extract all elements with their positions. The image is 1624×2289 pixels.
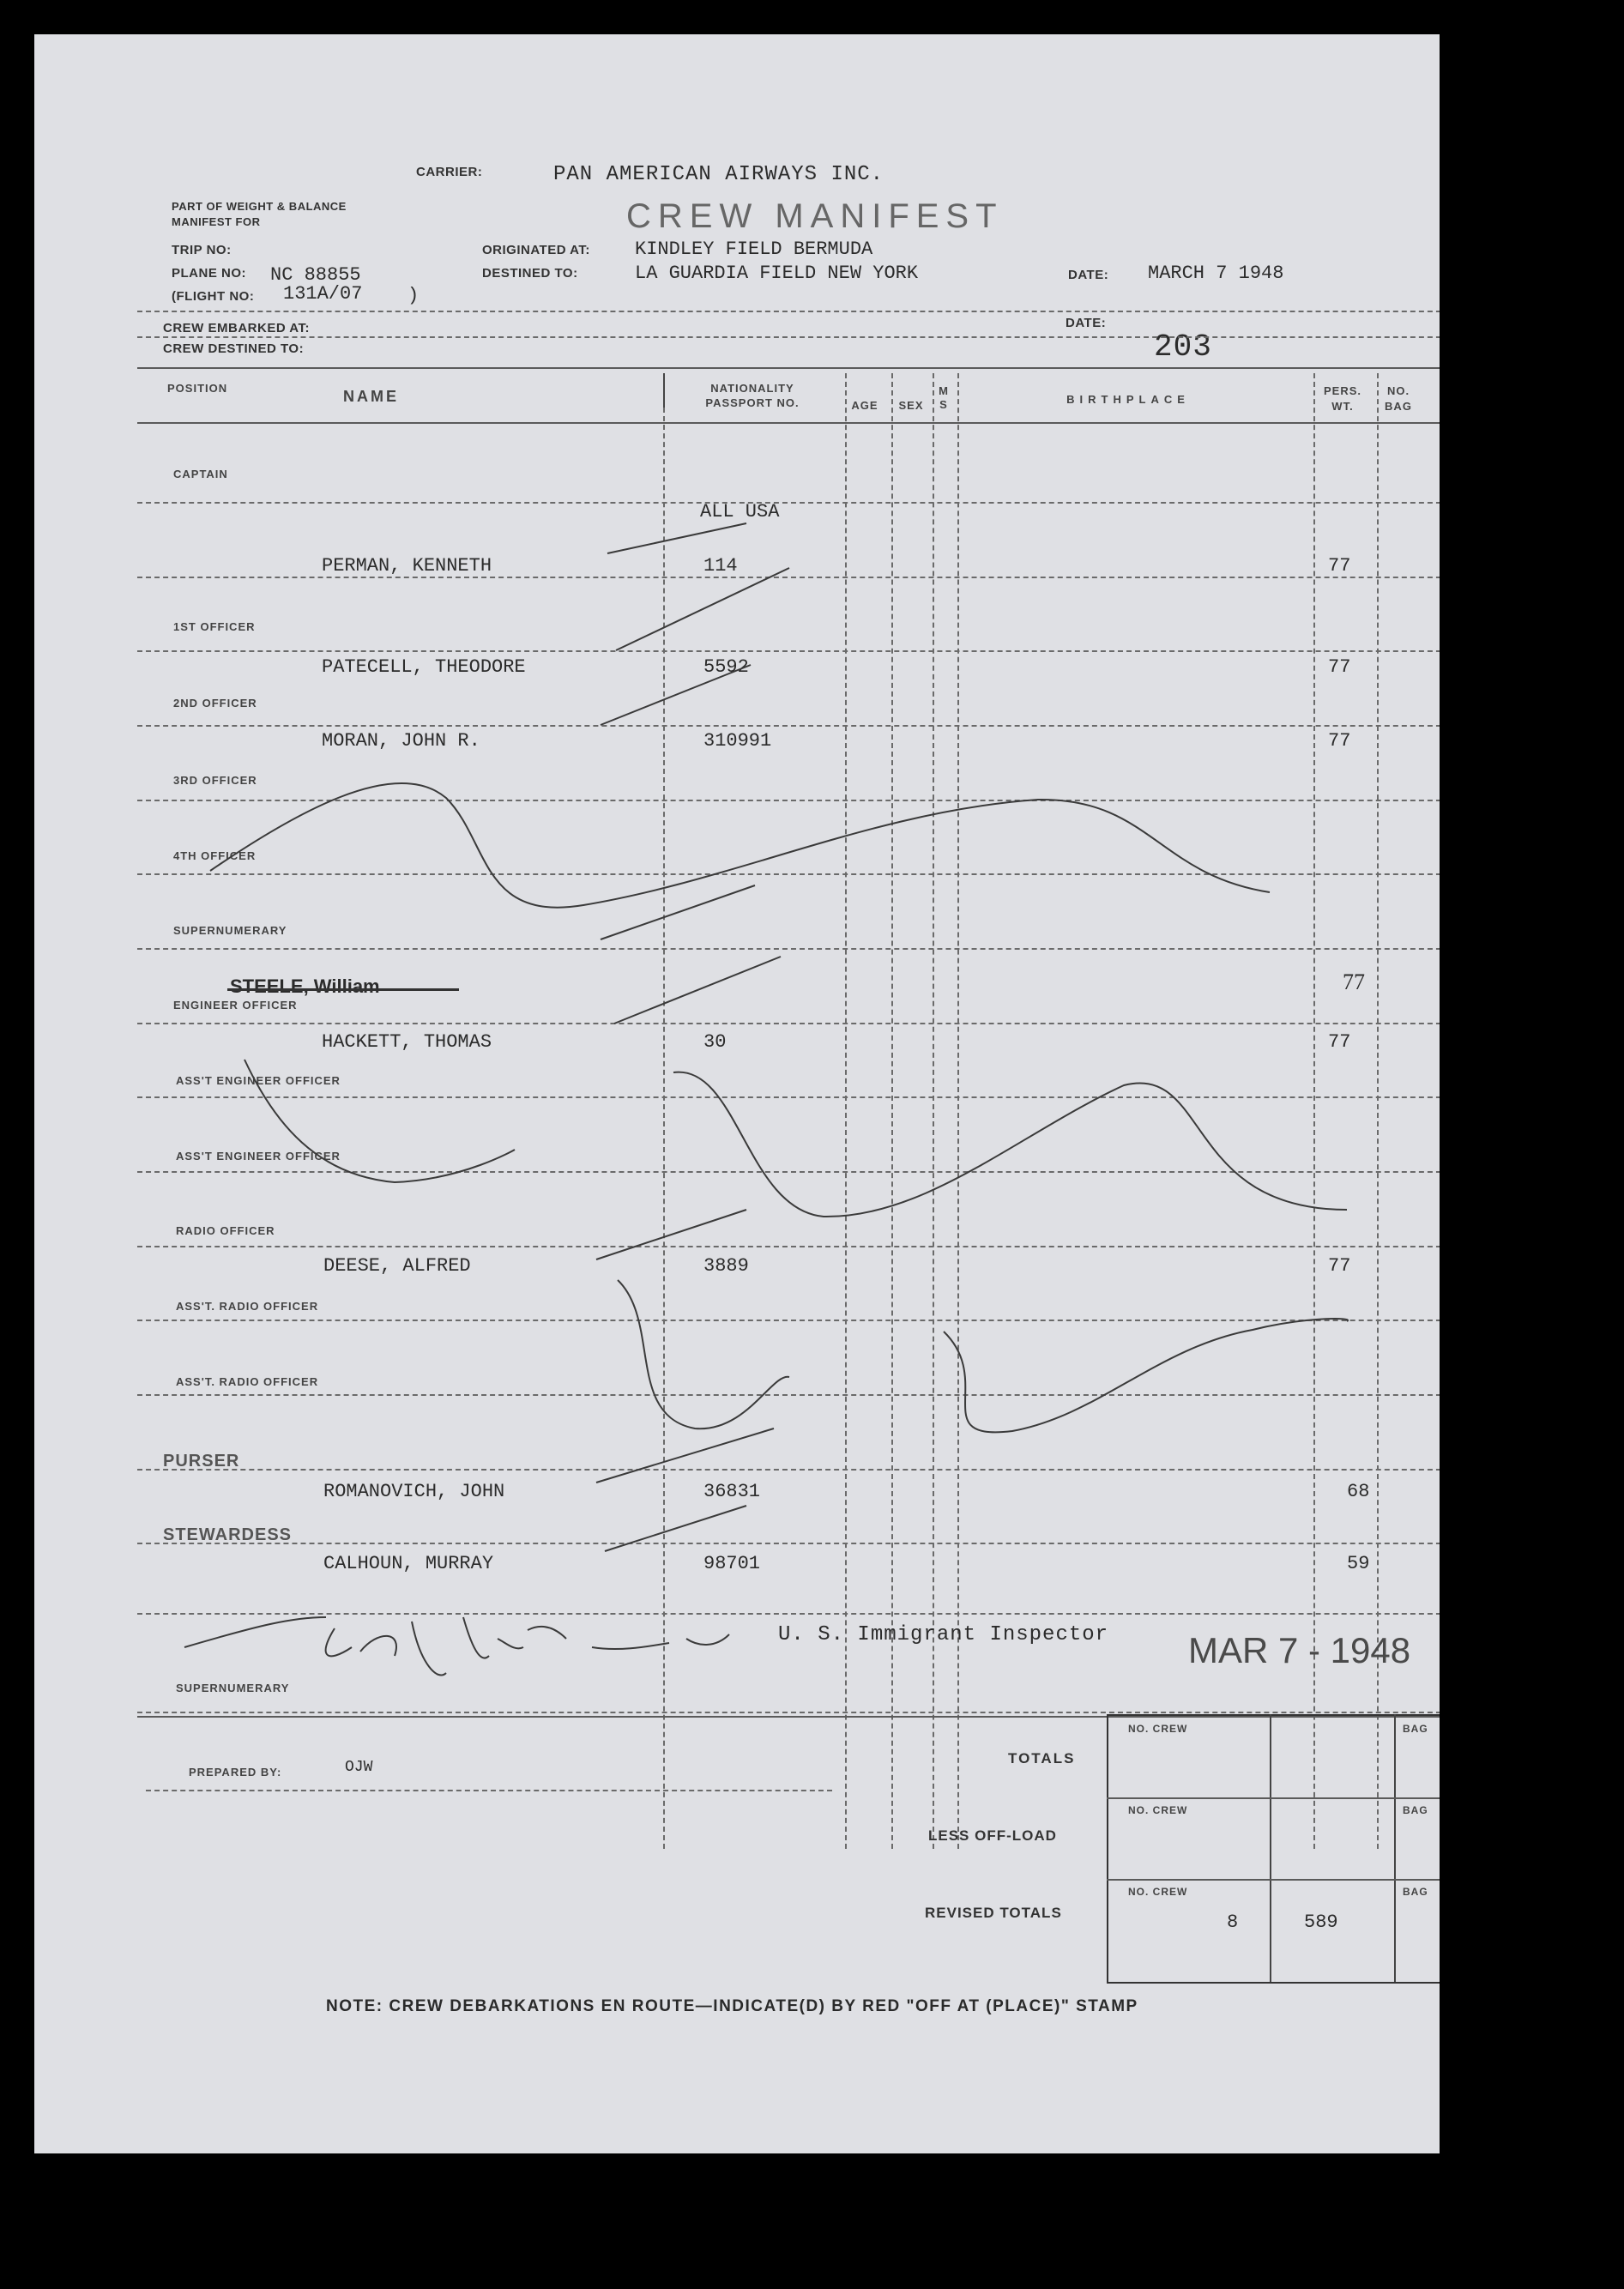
plane-no-label: PLANE NO: <box>172 266 246 281</box>
crew-destined-label: CREW DESTINED TO: <box>163 341 305 356</box>
crew-name: MORAN, JOHN R. <box>322 730 480 752</box>
position-radio-officer: RADIO OFFICER <box>176 1224 275 1237</box>
revised-totals-label: REVISED TOTALS <box>925 1905 1062 1921</box>
position-purser: PURSER <box>163 1452 240 1471</box>
crew-name: CALHOUN, MURRAY <box>323 1553 494 1574</box>
position-second-officer: 2ND OFFICER <box>173 697 257 710</box>
col-bag-1: NO. <box>1386 384 1410 397</box>
no-crew-label: NO. CREW <box>1128 1804 1188 1816</box>
col-position: POSITION <box>167 382 228 395</box>
position-asst-radio-2: ASS'T. RADIO OFFICER <box>176 1375 319 1388</box>
plane-no-value: NC 88855 <box>270 264 361 286</box>
revised-weight: 589 <box>1304 1912 1338 1933</box>
tick-mark <box>596 1428 774 1483</box>
bag-label: BAG <box>1403 1886 1428 1898</box>
position-first-officer: 1ST OFFICER <box>173 620 256 633</box>
col-ms-2: S <box>939 398 948 411</box>
manifest-for-label: MANIFEST FOR <box>172 215 261 228</box>
prepared-by-value: OJW <box>345 1759 373 1776</box>
crew-weight: 77 <box>1328 555 1351 577</box>
void-squiggle <box>245 1060 1347 1217</box>
position-captain: CAPTAIN <box>173 468 228 480</box>
crew-passport: 98701 <box>703 1553 761 1574</box>
bag-label: BAG <box>1403 1804 1428 1816</box>
flight-no-value: 131A/07 <box>283 283 363 305</box>
crew-embarked-label: CREW EMBARKED AT: <box>163 321 310 335</box>
col-age: AGE <box>851 399 878 412</box>
date-label: DATE: <box>1068 268 1109 282</box>
crew-weight: 77 <box>1328 656 1351 678</box>
position-supernumerary: SUPERNUMERARY <box>173 924 287 937</box>
less-offload-label: LESS OFF-LOAD <box>928 1827 1057 1844</box>
date-value: MARCH 7 1948 <box>1148 263 1284 284</box>
prepared-by-label: PREPARED BY: <box>189 1766 282 1779</box>
void-squiggle <box>618 1280 1348 1432</box>
crew-weight: 68 <box>1347 1481 1370 1502</box>
crew-name: STEELE, William <box>230 975 380 997</box>
crew-name: HACKETT, THOMAS <box>322 1031 492 1053</box>
tick-mark <box>616 568 789 650</box>
position-fourth-officer: 4TH OFFICER <box>173 849 257 862</box>
col-pers-1: PERS. <box>1323 384 1361 397</box>
crew-weight: 59 <box>1347 1553 1370 1574</box>
position-third-officer: 3RD OFFICER <box>173 774 257 787</box>
crew-weight: 77 <box>1328 1255 1351 1277</box>
part-of-label: PART OF WEIGHT & BALANCE <box>172 200 347 213</box>
signature <box>184 1617 729 1676</box>
position-asst-engineer-2: ASS'T ENGINEER OFFICER <box>176 1150 341 1163</box>
no-crew-label: NO. CREW <box>1128 1723 1188 1735</box>
col-name: NAME <box>343 388 399 405</box>
crew-name: ROMANOVICH, JOHN <box>323 1481 505 1502</box>
crew-passport: 310991 <box>703 730 772 752</box>
crew-name: PATECELL, THEODORE <box>322 656 526 678</box>
footer-note: NOTE: CREW DEBARKATIONS EN ROUTE—INDICATE(D) BY RED "OFF AT (PLACE)" STAMP <box>326 1997 1138 2015</box>
trip-no-label: TRIP NO: <box>172 243 232 257</box>
page-number: 203 <box>1154 329 1212 365</box>
destined-label: DESTINED TO: <box>482 266 578 281</box>
manifest-page <box>34 34 1440 2153</box>
position-supernumerary-2: SUPERNUMERARY <box>176 1682 290 1694</box>
tick-mark <box>614 957 781 1024</box>
handwritten-marks <box>34 34 1440 2153</box>
position-engineer-officer: ENGINEER OFFICER <box>173 999 298 1012</box>
carrier-label: CARRIER: <box>416 165 483 179</box>
nationality-note: ALL USA <box>700 501 780 522</box>
crew-weight: 77 <box>1343 969 1365 994</box>
originated-value: KINDLEY FIELD BERMUDA <box>635 239 873 260</box>
inspection-date-stamp: MAR 7 - 1948 <box>1188 1630 1411 1670</box>
tick-mark <box>605 1506 746 1551</box>
col-nationality-1: NATIONALITY <box>710 382 794 395</box>
crew-passport: 114 <box>703 555 738 577</box>
position-asst-engineer-1: ASS'T ENGINEER OFFICER <box>176 1074 341 1087</box>
no-crew-label: NO. CREW <box>1128 1886 1188 1898</box>
carrier-value: PAN AMERICAN AIRWAYS INC. <box>553 163 884 186</box>
tick-mark <box>596 1210 746 1259</box>
bag-label: BAG <box>1403 1723 1428 1735</box>
tick-mark <box>601 885 755 939</box>
col-sex: SEX <box>898 399 924 412</box>
col-ms-1: M <box>939 384 949 397</box>
crew-passport: 5592 <box>703 656 749 678</box>
revised-crew-count: 8 <box>1227 1912 1239 1933</box>
position-asst-radio-1: ASS'T. RADIO OFFICER <box>176 1300 319 1313</box>
date2-label: DATE: <box>1066 316 1107 330</box>
crew-weight: 77 <box>1328 1031 1351 1053</box>
originated-label: ORIGINATED AT: <box>482 243 590 257</box>
col-bag-2: BAG <box>1385 400 1412 413</box>
flight-no-label: (FLIGHT NO: <box>172 289 255 304</box>
crew-passport: 36831 <box>703 1481 761 1502</box>
flight-no-close: ) <box>408 285 420 306</box>
inspector-label: U. S. Immigrant Inspector <box>778 1623 1109 1646</box>
document-title: CREW MANIFEST <box>626 197 1004 235</box>
destined-value: LA GUARDIA FIELD NEW YORK <box>635 263 919 284</box>
position-stewardess: STEWARDESS <box>163 1525 293 1544</box>
tick-mark <box>607 523 746 553</box>
tick-mark <box>601 665 751 725</box>
crew-name: DEESE, ALFRED <box>323 1255 471 1277</box>
crew-passport: 30 <box>703 1031 727 1053</box>
crew-name: PERMAN, KENNETH <box>322 555 492 577</box>
col-birthplace: BIRTHPLACE <box>1066 393 1190 406</box>
col-pers-2: WT. <box>1331 400 1354 413</box>
col-nationality-2: PASSPORT NO. <box>705 396 800 409</box>
totals-label: TOTALS <box>1008 1750 1076 1767</box>
crew-passport: 3889 <box>703 1255 749 1277</box>
void-squiggle <box>210 783 1270 908</box>
crew-weight: 77 <box>1328 730 1351 752</box>
